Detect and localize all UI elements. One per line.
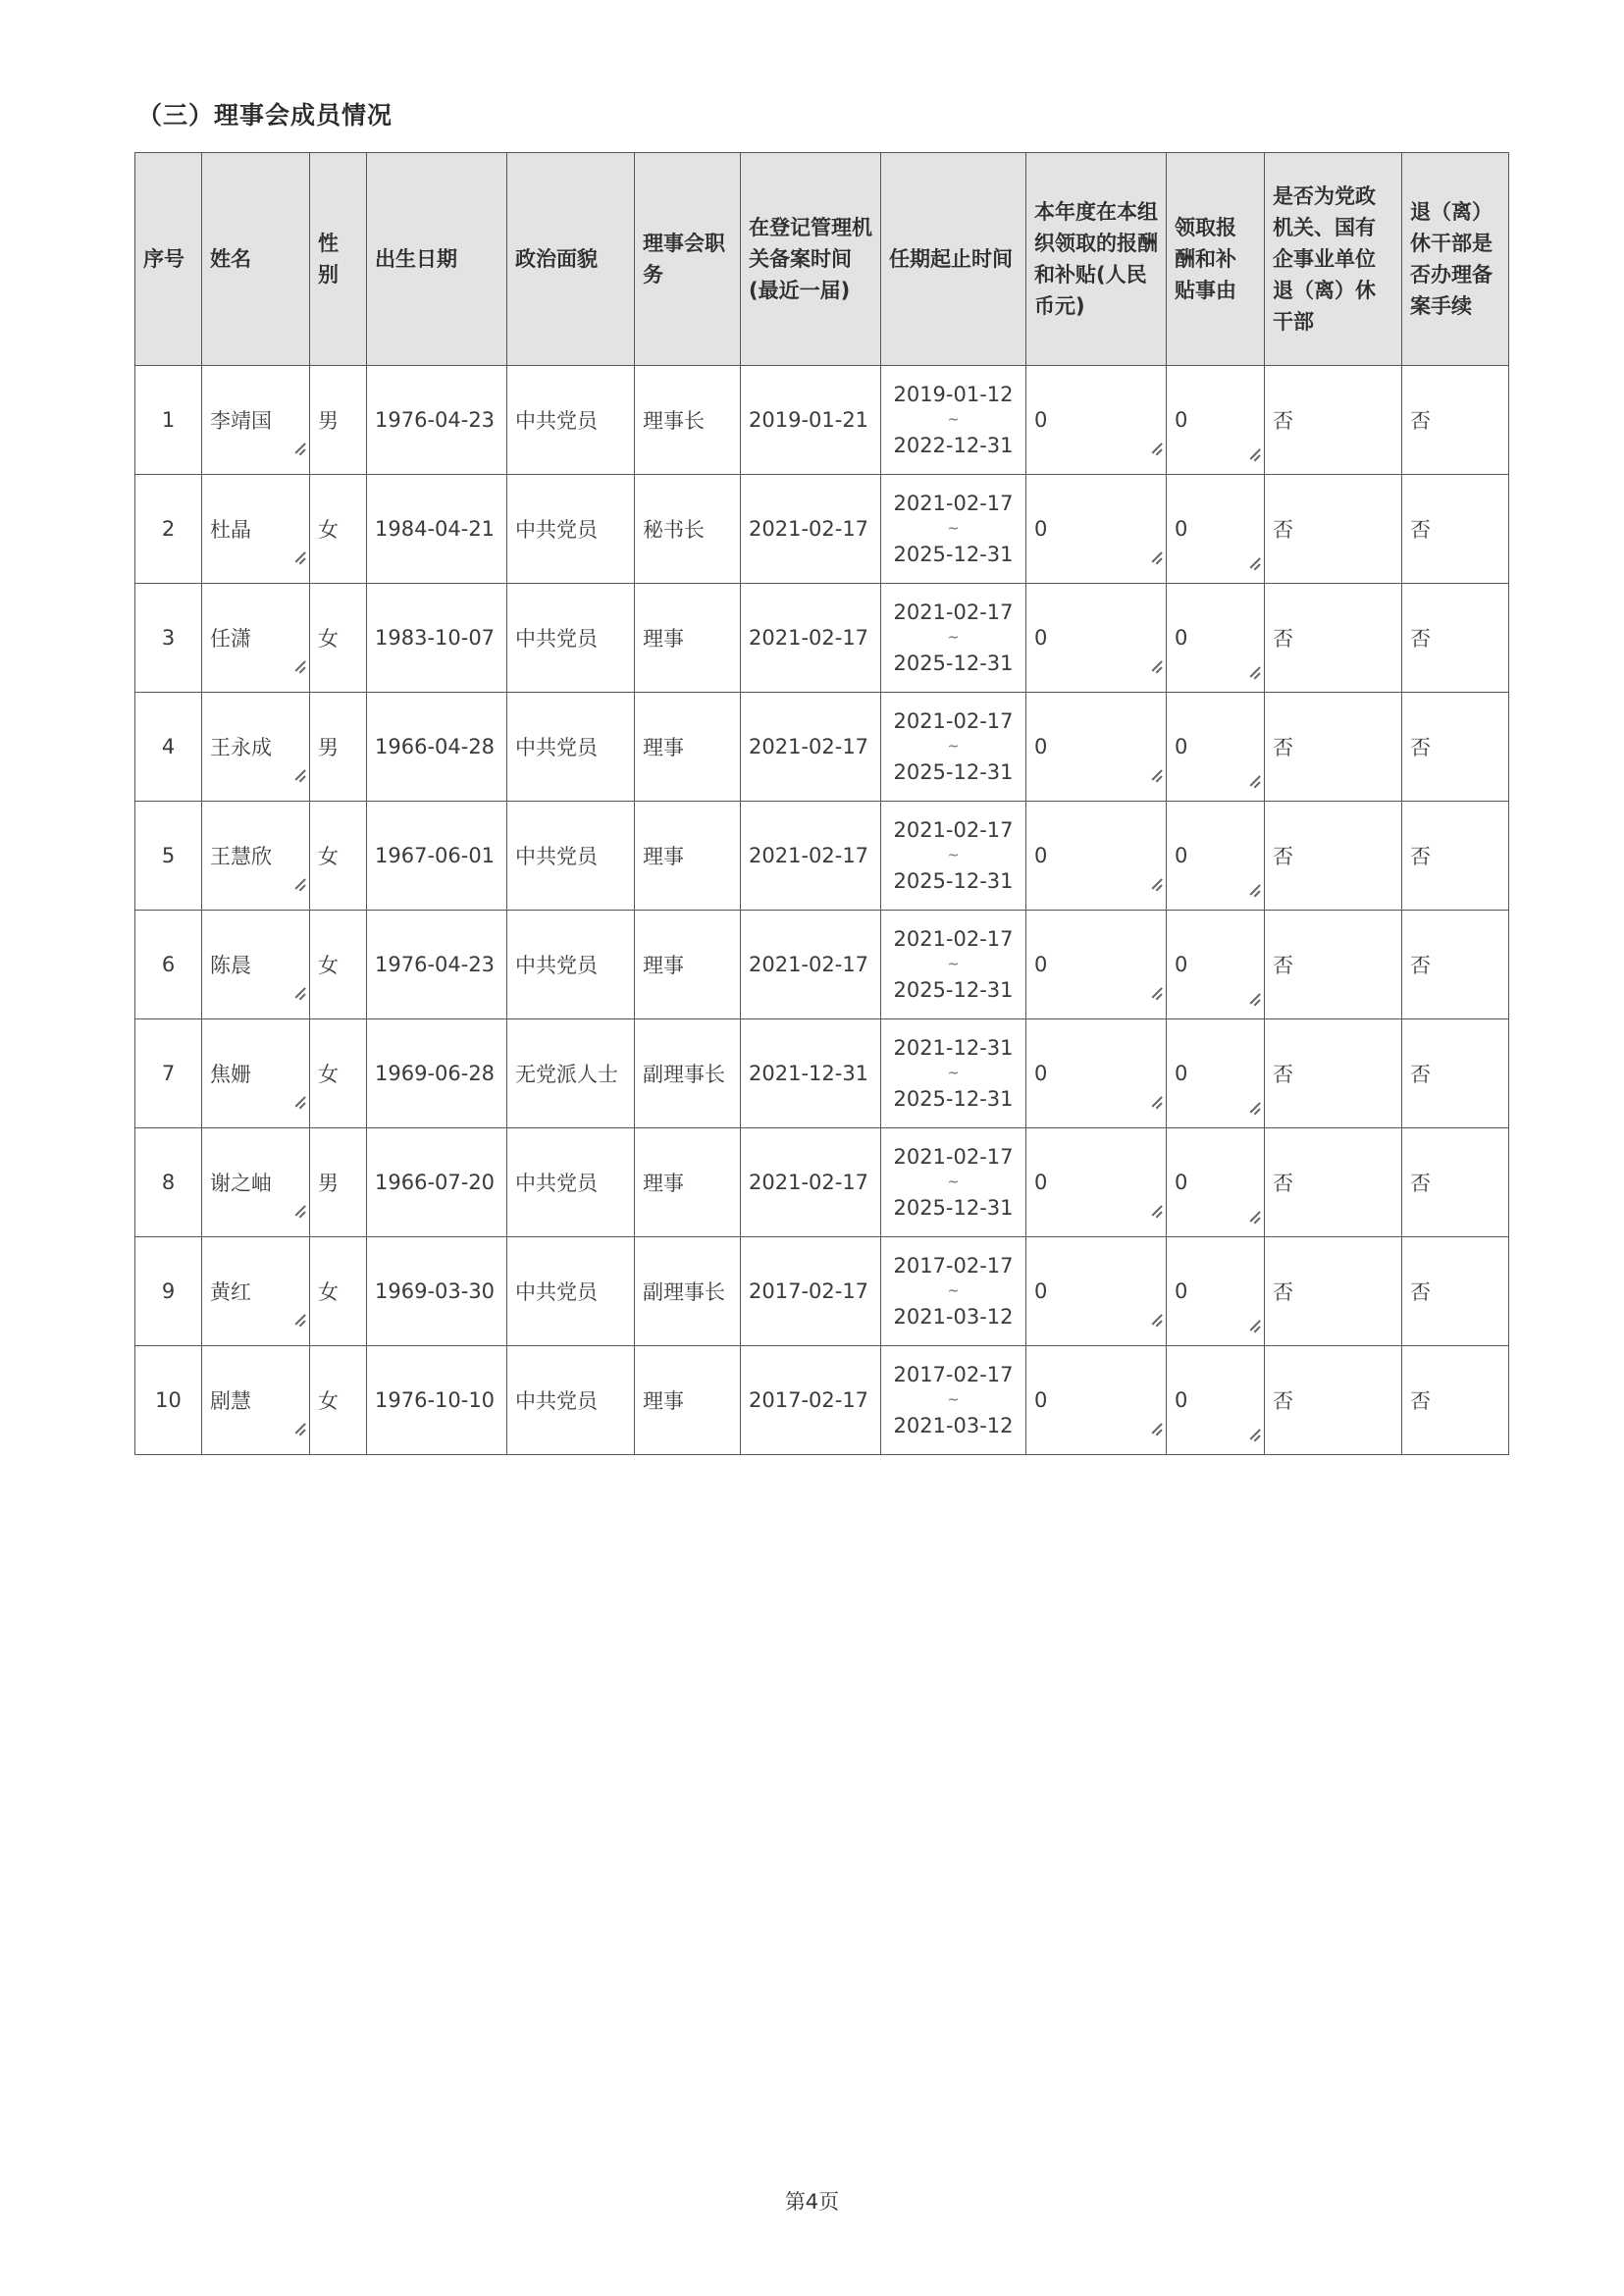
pay-reason-value: 0 xyxy=(1175,1388,1188,1412)
term-start: 2021-02-17 xyxy=(893,600,1014,624)
resize-handle-icon[interactable] xyxy=(291,658,305,672)
cell-no: 6 xyxy=(135,911,202,1019)
term-separator: ~ xyxy=(947,412,960,428)
cell-name[interactable] xyxy=(202,475,310,584)
page-number: 第4页 xyxy=(784,2190,840,2214)
cell-birth-date: 1969-03-30 xyxy=(367,1237,507,1346)
cell-retired-filing: 否 xyxy=(1402,475,1509,584)
cell-birth-date: 1966-07-20 xyxy=(367,1128,507,1237)
cell-name[interactable] xyxy=(202,366,310,475)
cell-retired-official: 否 xyxy=(1265,1128,1402,1237)
cell-birth-date: 1966-04-28 xyxy=(367,693,507,802)
cell-gender: 女 xyxy=(310,584,367,693)
term-end: 2025-12-31 xyxy=(893,1087,1014,1111)
resize-handle-icon[interactable] xyxy=(1246,1100,1260,1114)
cell-board-position: 理事 xyxy=(635,1346,741,1455)
term-start: 2021-02-17 xyxy=(893,1145,1014,1169)
term-start: 2021-12-31 xyxy=(893,1036,1014,1060)
resize-handle-icon[interactable] xyxy=(1246,664,1260,678)
term-end: 2025-12-31 xyxy=(893,543,1014,566)
table-row xyxy=(135,802,1509,911)
cell-pay-reason[interactable] xyxy=(1167,1237,1265,1346)
cell-birth-date: 1976-10-10 xyxy=(367,1346,507,1455)
cell-name[interactable] xyxy=(202,911,310,1019)
header-board-position: 理事会职务 xyxy=(635,153,741,366)
cell-pay-reason[interactable] xyxy=(1167,1019,1265,1128)
cell-pay[interactable] xyxy=(1026,1237,1167,1346)
resize-handle-icon[interactable] xyxy=(1148,1094,1162,1108)
cell-board-position: 副理事长 xyxy=(635,1019,741,1128)
pay-value: 0 xyxy=(1034,626,1048,650)
header-name: 姓名 xyxy=(202,153,310,366)
pay-value: 0 xyxy=(1034,735,1048,758)
pay-reason-value: 0 xyxy=(1175,1279,1188,1303)
cell-birth-date: 1984-04-21 xyxy=(367,475,507,584)
cell-political-status: 中共党员 xyxy=(507,584,635,693)
cell-filing-date: 2021-02-17 xyxy=(741,802,881,911)
resize-handle-icon[interactable] xyxy=(1246,991,1260,1005)
cell-no: 5 xyxy=(135,802,202,911)
cell-political-status: 中共党员 xyxy=(507,693,635,802)
header-political-status: 政治面貌 xyxy=(507,153,635,366)
resize-handle-icon[interactable] xyxy=(291,985,305,999)
resize-handle-icon[interactable] xyxy=(291,1421,305,1435)
cell-board-position: 理事 xyxy=(635,911,741,1019)
resize-handle-icon[interactable] xyxy=(1246,555,1260,569)
term-separator: ~ xyxy=(947,848,960,863)
term-end: 2021-03-12 xyxy=(893,1414,1014,1437)
cell-retired-filing: 否 xyxy=(1402,802,1509,911)
pay-value: 0 xyxy=(1034,844,1048,867)
cell-term xyxy=(881,1019,1026,1128)
cell-filing-date: 2021-02-17 xyxy=(741,911,881,1019)
cell-name[interactable] xyxy=(202,1237,310,1346)
header-row xyxy=(135,153,1509,366)
cell-birth-date: 1976-04-23 xyxy=(367,366,507,475)
cell-term xyxy=(881,584,1026,693)
cell-birth-date: 1976-04-23 xyxy=(367,911,507,1019)
pay-value: 0 xyxy=(1034,1171,1048,1194)
header-term: 任期起止时间 xyxy=(881,153,1026,366)
name-text: 王慧欣 xyxy=(210,845,272,868)
cell-term xyxy=(881,911,1026,1019)
term-end: 2025-12-31 xyxy=(893,978,1014,1002)
cell-retired-official: 否 xyxy=(1265,693,1402,802)
cell-board-position: 理事 xyxy=(635,1128,741,1237)
cell-political-status: 中共党员 xyxy=(507,1128,635,1237)
cell-no: 8 xyxy=(135,1128,202,1237)
pay-reason-value: 0 xyxy=(1175,517,1188,541)
cell-gender: 女 xyxy=(310,475,367,584)
term-end: 2025-12-31 xyxy=(893,760,1014,784)
term-end: 2025-12-31 xyxy=(893,869,1014,893)
cell-birth-date: 1969-06-28 xyxy=(367,1019,507,1128)
cell-term xyxy=(881,1346,1026,1455)
cell-filing-date: 2021-12-31 xyxy=(741,1019,881,1128)
table-row xyxy=(135,693,1509,802)
cell-pay-reason[interactable] xyxy=(1167,693,1265,802)
cell-political-status: 中共党员 xyxy=(507,1237,635,1346)
resize-handle-icon[interactable] xyxy=(1148,985,1162,999)
cell-retired-filing: 否 xyxy=(1402,1019,1509,1128)
resize-handle-icon[interactable] xyxy=(1246,1209,1260,1223)
pay-reason-value: 0 xyxy=(1175,408,1188,432)
term-start: 2021-02-17 xyxy=(893,927,1014,951)
cell-pay[interactable] xyxy=(1026,802,1167,911)
term-separator: ~ xyxy=(947,739,960,755)
cell-name[interactable] xyxy=(202,1346,310,1455)
cell-retired-filing: 否 xyxy=(1402,584,1509,693)
term-separator: ~ xyxy=(947,1283,960,1299)
cell-no: 1 xyxy=(135,366,202,475)
cell-term xyxy=(881,1237,1026,1346)
cell-name[interactable] xyxy=(202,584,310,693)
cell-political-status: 中共党员 xyxy=(507,475,635,584)
cell-name[interactable] xyxy=(202,1019,310,1128)
table-row xyxy=(135,584,1509,693)
resize-handle-icon[interactable] xyxy=(1148,1421,1162,1435)
cell-filing-date: 2021-02-17 xyxy=(741,584,881,693)
resize-handle-icon[interactable] xyxy=(291,767,305,781)
cell-gender: 女 xyxy=(310,802,367,911)
cell-retired-filing: 否 xyxy=(1402,1128,1509,1237)
pay-value: 0 xyxy=(1034,1388,1048,1412)
cell-name[interactable] xyxy=(202,802,310,911)
term-separator: ~ xyxy=(947,630,960,646)
cell-pay[interactable] xyxy=(1026,693,1167,802)
cell-gender: 男 xyxy=(310,366,367,475)
term-separator: ~ xyxy=(947,1392,960,1408)
pay-value: 0 xyxy=(1034,1279,1048,1303)
header-retired-official: 是否为党政机关、国有企事业单位退（离）休干部 xyxy=(1265,153,1402,366)
resize-handle-icon[interactable] xyxy=(1148,549,1162,563)
pay-value: 0 xyxy=(1034,953,1048,976)
resize-handle-icon[interactable] xyxy=(1246,773,1260,787)
term-end: 2021-03-12 xyxy=(893,1305,1014,1329)
cell-gender: 男 xyxy=(310,1128,367,1237)
cell-no: 4 xyxy=(135,693,202,802)
header-no: 序号 xyxy=(135,153,202,366)
cell-board-position: 理事长 xyxy=(635,366,741,475)
cell-pay[interactable] xyxy=(1026,1019,1167,1128)
cell-political-status: 中共党员 xyxy=(507,911,635,1019)
cell-pay[interactable] xyxy=(1026,584,1167,693)
cell-filing-date: 2019-01-21 xyxy=(741,366,881,475)
resize-handle-icon[interactable] xyxy=(291,1203,305,1217)
cell-name[interactable] xyxy=(202,693,310,802)
resize-handle-icon[interactable] xyxy=(1246,882,1260,896)
cell-birth-date: 1967-06-01 xyxy=(367,802,507,911)
term-separator: ~ xyxy=(947,1174,960,1190)
section-title: （三）理事会成员情况 xyxy=(137,101,393,130)
term-separator: ~ xyxy=(947,521,960,537)
cell-filing-date: 2021-02-17 xyxy=(741,475,881,584)
header-gender: 性别 xyxy=(310,153,367,366)
cell-retired-official: 否 xyxy=(1265,1346,1402,1455)
pay-reason-value: 0 xyxy=(1175,1062,1188,1085)
cell-retired-filing: 否 xyxy=(1402,1237,1509,1346)
resize-handle-icon[interactable] xyxy=(291,1312,305,1326)
resize-handle-icon[interactable] xyxy=(1148,1203,1162,1217)
term-end: 2025-12-31 xyxy=(893,1196,1014,1220)
term-end: 2022-12-31 xyxy=(893,434,1014,457)
cell-birth-date: 1983-10-07 xyxy=(367,584,507,693)
cell-gender: 女 xyxy=(310,1237,367,1346)
table-row xyxy=(135,1237,1509,1346)
resize-handle-icon[interactable] xyxy=(1148,441,1162,454)
name-text: 李靖国 xyxy=(210,409,272,433)
cell-political-status: 中共党员 xyxy=(507,366,635,475)
cell-gender: 女 xyxy=(310,1019,367,1128)
cell-pay-reason[interactable] xyxy=(1167,911,1265,1019)
cell-board-position: 理事 xyxy=(635,693,741,802)
resize-handle-icon[interactable] xyxy=(1246,446,1260,460)
table-row xyxy=(135,475,1509,584)
cell-retired-official: 否 xyxy=(1265,475,1402,584)
resize-handle-icon[interactable] xyxy=(291,441,305,454)
pay-value: 0 xyxy=(1034,517,1048,541)
cell-no: 7 xyxy=(135,1019,202,1128)
header-birth-date: 出生日期 xyxy=(367,153,507,366)
resize-handle-icon[interactable] xyxy=(291,876,305,890)
cell-filing-date: 2017-02-17 xyxy=(741,1346,881,1455)
table-row xyxy=(135,1346,1509,1455)
cell-retired-filing: 否 xyxy=(1402,911,1509,1019)
name-text: 谢之岫 xyxy=(210,1172,272,1195)
cell-filing-date: 2021-02-17 xyxy=(741,1128,881,1237)
cell-term xyxy=(881,366,1026,475)
cell-retired-filing: 否 xyxy=(1402,1346,1509,1455)
resize-handle-icon[interactable] xyxy=(1246,1427,1260,1440)
term-start: 2021-02-17 xyxy=(893,492,1014,515)
cell-political-status: 无党派人士 xyxy=(507,1019,635,1128)
name-text: 陈晨 xyxy=(210,954,251,977)
cell-term xyxy=(881,475,1026,584)
cell-retired-official: 否 xyxy=(1265,911,1402,1019)
cell-pay[interactable] xyxy=(1026,475,1167,584)
cell-retired-official: 否 xyxy=(1265,1019,1402,1128)
term-start: 2021-02-17 xyxy=(893,709,1014,733)
name-text: 任潇 xyxy=(210,627,251,651)
term-start: 2017-02-17 xyxy=(893,1363,1014,1386)
board-members-table xyxy=(134,152,1509,1455)
cell-political-status: 中共党员 xyxy=(507,802,635,911)
cell-pay[interactable] xyxy=(1026,1128,1167,1237)
resize-handle-icon[interactable] xyxy=(1148,767,1162,781)
cell-retired-filing: 否 xyxy=(1402,366,1509,475)
name-text: 剧慧 xyxy=(210,1389,251,1413)
header-retired-filing: 退（离）休干部是否办理备案手续 xyxy=(1402,153,1509,366)
resize-handle-icon[interactable] xyxy=(1148,658,1162,672)
pay-reason-value: 0 xyxy=(1175,735,1188,758)
cell-no: 3 xyxy=(135,584,202,693)
cell-pay-reason[interactable] xyxy=(1167,1346,1265,1455)
term-end: 2025-12-31 xyxy=(893,652,1014,675)
cell-retired-official: 否 xyxy=(1265,584,1402,693)
table-row xyxy=(135,366,1509,475)
cell-name[interactable] xyxy=(202,1128,310,1237)
cell-pay-reason[interactable] xyxy=(1167,584,1265,693)
pay-value: 0 xyxy=(1034,408,1048,432)
cell-pay[interactable] xyxy=(1026,911,1167,1019)
cell-no: 9 xyxy=(135,1237,202,1346)
name-text: 黄红 xyxy=(210,1280,251,1304)
term-start: 2021-02-17 xyxy=(893,818,1014,842)
pay-reason-value: 0 xyxy=(1175,1171,1188,1194)
cell-retired-filing: 否 xyxy=(1402,693,1509,802)
pay-value: 0 xyxy=(1034,1062,1048,1085)
term-separator: ~ xyxy=(947,1066,960,1081)
cell-pay-reason[interactable] xyxy=(1167,475,1265,584)
cell-pay-reason[interactable] xyxy=(1167,802,1265,911)
name-text: 杜晶 xyxy=(210,518,251,542)
cell-filing-date: 2021-02-17 xyxy=(741,693,881,802)
header-pay-reason: 领取报酬和补贴事由 xyxy=(1167,153,1265,366)
cell-pay[interactable] xyxy=(1026,366,1167,475)
cell-political-status: 中共党员 xyxy=(507,1346,635,1455)
cell-gender: 男 xyxy=(310,693,367,802)
cell-board-position: 副理事长 xyxy=(635,1237,741,1346)
pay-reason-value: 0 xyxy=(1175,626,1188,650)
cell-gender: 女 xyxy=(310,911,367,1019)
header-pay: 本年度在本组织领取的报酬和补贴(人民币元) xyxy=(1026,153,1167,366)
table-row xyxy=(135,1128,1509,1237)
cell-board-position: 理事 xyxy=(635,802,741,911)
resize-handle-icon[interactable] xyxy=(1148,876,1162,890)
term-separator: ~ xyxy=(947,957,960,972)
cell-board-position: 秘书长 xyxy=(635,475,741,584)
term-start: 2017-02-17 xyxy=(893,1254,1014,1278)
cell-term xyxy=(881,1128,1026,1237)
table-row xyxy=(135,1019,1509,1128)
cell-pay-reason[interactable] xyxy=(1167,366,1265,475)
cell-board-position: 理事 xyxy=(635,584,741,693)
cell-pay-reason[interactable] xyxy=(1167,1128,1265,1237)
term-start: 2019-01-12 xyxy=(893,383,1014,406)
name-text: 王永成 xyxy=(210,736,272,759)
resize-handle-icon[interactable] xyxy=(1148,1312,1162,1326)
header-filing-date: 在登记管理机关备案时间(最近一届) xyxy=(741,153,881,366)
pay-reason-value: 0 xyxy=(1175,844,1188,867)
resize-handle-icon[interactable] xyxy=(291,549,305,563)
pay-reason-value: 0 xyxy=(1175,953,1188,976)
cell-no: 10 xyxy=(135,1346,202,1455)
resize-handle-icon[interactable] xyxy=(291,1094,305,1108)
cell-gender: 女 xyxy=(310,1346,367,1455)
resize-handle-icon[interactable] xyxy=(1246,1318,1260,1331)
cell-filing-date: 2017-02-17 xyxy=(741,1237,881,1346)
cell-retired-official: 否 xyxy=(1265,1237,1402,1346)
cell-no: 2 xyxy=(135,475,202,584)
cell-term xyxy=(881,693,1026,802)
cell-retired-official: 否 xyxy=(1265,802,1402,911)
name-text: 焦姗 xyxy=(210,1063,251,1086)
cell-term xyxy=(881,802,1026,911)
table-row xyxy=(135,911,1509,1019)
cell-pay[interactable] xyxy=(1026,1346,1167,1455)
cell-retired-official: 否 xyxy=(1265,366,1402,475)
